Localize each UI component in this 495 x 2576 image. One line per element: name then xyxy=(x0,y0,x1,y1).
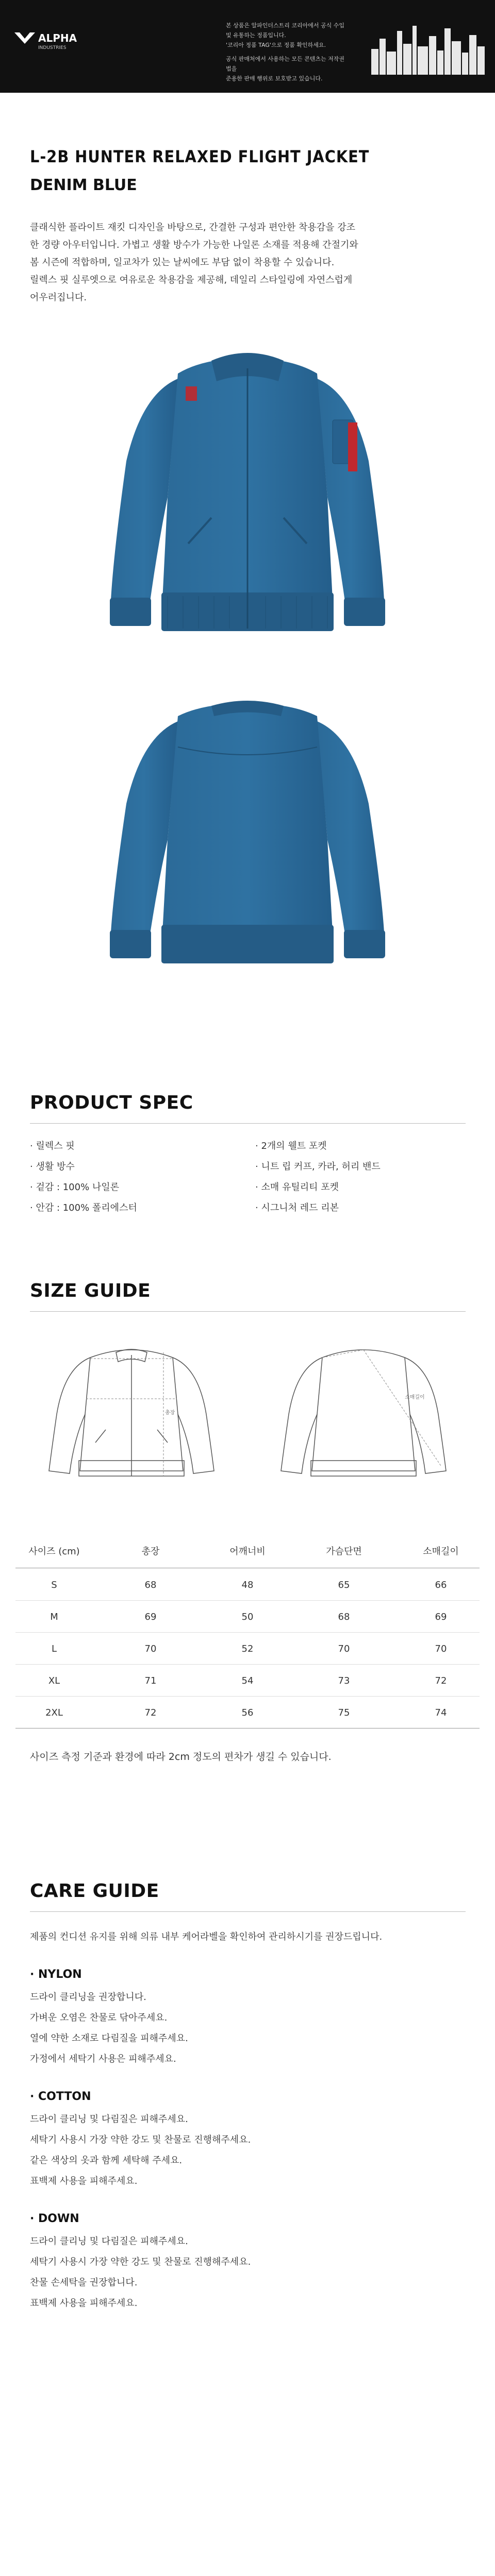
header-note-line: 공식 판매처에서 사용하는 모든 콘텐츠는 저작권법을 xyxy=(226,56,345,72)
table-cell: 68 xyxy=(144,1580,157,1590)
jacket-front-image xyxy=(101,332,394,652)
table-cell: 54 xyxy=(241,1675,254,1686)
header-note xyxy=(226,21,350,83)
column-header: 사이즈 (cm) xyxy=(28,1546,80,1557)
table-cell: 71 xyxy=(144,1675,157,1686)
product-intro xyxy=(30,219,468,307)
table-row xyxy=(15,1667,480,1695)
header-note-line: 본 상품은 알파인더스트리 코리아에서 공식 수입 및 유통하는 정품입니다. xyxy=(226,22,345,39)
table-cell: 73 xyxy=(338,1675,350,1686)
table-cell: 74 xyxy=(435,1707,447,1718)
column-header: 소매길이 xyxy=(423,1546,459,1557)
logo-sub: INDUSTRIES xyxy=(38,45,67,50)
care-guide-heading: CARE GUIDE xyxy=(30,1880,159,1902)
table-cell: 52 xyxy=(241,1643,254,1654)
intro-line: 어우러집니다. xyxy=(30,292,87,303)
care-nylon-title: · NYLON xyxy=(30,1968,82,1981)
intro-line: 한 경량 아우터입니다. 가볍고 생활 방수가 가능한 나일론 소재를 적용해 간절기와 xyxy=(30,240,358,250)
intro-line: 봄 시즌에 적합하며, 일교차가 있는 날씨에도 부담 없이 착용할 수 있습니다. xyxy=(30,257,335,268)
table-row xyxy=(15,1603,480,1631)
spec-item: · 안감 : 100% 폴리에스터 xyxy=(30,1202,137,1213)
table-cell: 69 xyxy=(435,1612,447,1622)
spec-item: · 릴렉스 핏 xyxy=(30,1141,75,1151)
table-cell: 75 xyxy=(338,1707,350,1718)
intro-line: 클래식한 플라이트 재킷 디자인을 바탕으로, 간결한 구성과 편안한 착용감을 강조 xyxy=(30,222,356,233)
spec-item: · 2개의 웰트 포켓 xyxy=(255,1141,327,1151)
care-line: 세탁기 사용시 가장 약한 강도 및 찬물로 진행해주세요. xyxy=(30,2134,251,2145)
alpha-logo xyxy=(14,28,92,59)
care-line: 찬물 손세탁을 권장합니다. xyxy=(30,2277,138,2288)
intro-line: 릴렉스 핏 실루엣으로 여유로운 착용감을 제공해, 데일리 스타일링에 자연스럽게 xyxy=(30,275,353,285)
table-divider xyxy=(15,1664,480,1665)
svg-text:소매길이: 소매길이 xyxy=(405,1395,425,1400)
table-cell: 69 xyxy=(144,1612,157,1622)
table-cell: 72 xyxy=(144,1707,157,1718)
table-cell: S xyxy=(51,1580,57,1590)
table-cell: M xyxy=(50,1612,58,1622)
table-cell: 72 xyxy=(435,1675,447,1686)
table-row xyxy=(15,1635,480,1663)
care-line: 드라이 클리닝 및 다림질은 피해주세요. xyxy=(30,2236,188,2247)
care-line: 열에 약한 소재로 다림질을 피해주세요. xyxy=(30,2033,188,2044)
size-diagram-back xyxy=(260,1337,467,1492)
care-cotton-title: · COTTON xyxy=(30,2090,91,2103)
product-color: DENIM BLUE xyxy=(30,176,137,194)
product-title: L-2B HUNTER RELAXED FLIGHT JACKET xyxy=(30,147,370,166)
city-skyline-graphic xyxy=(371,21,485,75)
care-line: 표백제 사용을 피해주세요. xyxy=(30,2176,138,2187)
table-divider xyxy=(15,1632,480,1633)
table-cell: 70 xyxy=(338,1643,350,1654)
size-guide-divider xyxy=(30,1311,466,1312)
jacket-back-image xyxy=(101,685,394,984)
spec-divider xyxy=(30,1123,466,1124)
table-cell: 48 xyxy=(241,1580,254,1590)
table-cell: 70 xyxy=(435,1643,447,1654)
column-header: 가슴단면 xyxy=(326,1546,362,1557)
table-cell: 65 xyxy=(338,1580,350,1590)
care-line: 드라이 클리닝 및 다림질은 피해주세요. xyxy=(30,2114,188,2125)
header-note-line: 준용한 판매 행위로 보호받고 있습니다. xyxy=(226,75,323,82)
table-cell: 66 xyxy=(435,1580,447,1590)
care-divider xyxy=(30,1911,466,1912)
spec-heading: PRODUCT SPEC xyxy=(30,1092,193,1113)
spec-item: · 시그니처 레드 리본 xyxy=(255,1202,339,1213)
care-intro: 제품의 컨디션 유지를 위해 의류 내부 케어라벨을 확인하여 관리하시기를 권장드립니다. xyxy=(30,1931,383,1942)
table-cell: XL xyxy=(48,1675,60,1686)
table-cell: 56 xyxy=(241,1707,254,1718)
care-line: 드라이 클리닝을 권장합니다. xyxy=(30,1992,146,2003)
table-cell: 70 xyxy=(144,1643,157,1654)
size-note: 사이즈 측정 기준과 환경에 따라 2cm 정도의 편차가 생길 수 있습니다. xyxy=(30,1751,332,1762)
spec-item: · 생활 방수 xyxy=(30,1161,75,1172)
care-down-title: · DOWN xyxy=(30,2212,79,2225)
table-cell: L xyxy=(51,1643,57,1654)
column-header: 총장 xyxy=(141,1546,160,1557)
care-line: 표백제 사용을 피해주세요. xyxy=(30,2298,138,2309)
table-cell: 68 xyxy=(338,1612,350,1622)
size-table-header xyxy=(15,1538,480,1566)
table-cell: 50 xyxy=(241,1612,254,1622)
table-row xyxy=(15,1699,480,1727)
size-guide-heading: SIZE GUIDE xyxy=(30,1280,151,1301)
size-diagram-front xyxy=(28,1337,235,1492)
logo-text: ALPHA xyxy=(38,32,77,44)
table-cell: 2XL xyxy=(45,1707,63,1718)
header-note-line: '코리아 정품 TAG'으로 정품 확인하세요. xyxy=(226,42,326,48)
care-line: 가정에서 세탁기 사용은 피해주세요. xyxy=(30,2054,176,2064)
table-row xyxy=(15,1571,480,1599)
svg-text:총장: 총장 xyxy=(165,1410,175,1416)
spec-item: · 겉감 : 100% 나일론 xyxy=(30,1182,120,1193)
column-header: 어깨너비 xyxy=(229,1546,266,1557)
care-line: 가벼운 오염은 찬물로 닦아주세요. xyxy=(30,2012,168,2023)
spec-item: · 소매 유틸리티 포켓 xyxy=(255,1182,339,1193)
table-divider xyxy=(15,1696,480,1697)
care-line: 세탁기 사용시 가장 약한 강도 및 찬물로 진행해주세요. xyxy=(30,2257,251,2267)
care-line: 같은 색상의 옷과 함께 세탁해 주세요. xyxy=(30,2155,183,2166)
table-divider xyxy=(15,1600,480,1601)
header-banner xyxy=(0,0,495,93)
spec-item: · 니트 립 커프, 카라, 허리 밴드 xyxy=(255,1161,381,1172)
